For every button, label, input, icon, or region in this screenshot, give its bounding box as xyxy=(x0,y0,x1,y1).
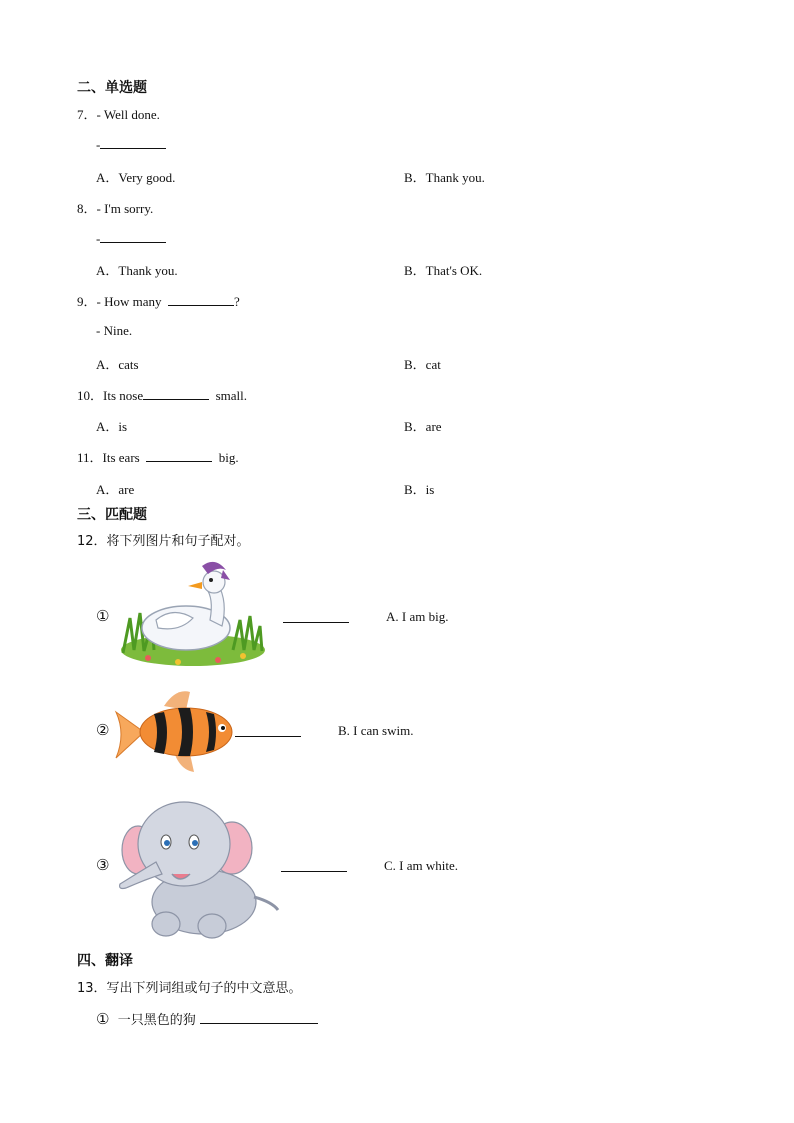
option-b[interactable]: B．cat xyxy=(404,357,441,372)
question-suffix: big. xyxy=(218,450,239,465)
question-suffix: small. xyxy=(215,388,248,403)
question-prompt: - How many xyxy=(96,294,162,309)
question-10 xyxy=(77,385,247,404)
option-a[interactable]: A．are xyxy=(96,482,135,497)
section-title-single-choice: 二、单选题 xyxy=(77,80,147,96)
question-11 xyxy=(77,447,239,466)
answer-prefix: - xyxy=(96,137,101,152)
answer-prefix: - xyxy=(96,231,101,246)
match-blank-3[interactable] xyxy=(281,859,347,876)
elephant-image xyxy=(114,792,284,942)
match-marker: ② xyxy=(96,721,110,739)
option-b[interactable]: B．Thank you. xyxy=(404,170,485,185)
option-a[interactable]: A．Very good. xyxy=(96,170,176,185)
match-sentence-c: C. I am white. xyxy=(384,858,459,873)
question-prompt: Its ears xyxy=(102,450,140,465)
question-7 xyxy=(77,104,160,123)
translation-item-1 xyxy=(96,1009,318,1028)
translation-blank[interactable] xyxy=(200,1011,318,1024)
translation-text: 一只黑色的狗 xyxy=(117,1013,196,1028)
matching-instruction: 12．将下列图片和句子配对。 xyxy=(77,534,250,549)
section-title-translation: 四、翻译 xyxy=(77,953,133,969)
section-title-matching: 三、匹配题 xyxy=(77,507,147,523)
question-number: 10． xyxy=(77,388,104,403)
option-a[interactable]: A．Thank you. xyxy=(96,263,178,278)
question-prompt: - Well done. xyxy=(96,107,160,122)
match-marker: ③ xyxy=(96,856,110,874)
match-sentence-b: B. I can swim. xyxy=(338,723,414,738)
question-9 xyxy=(77,291,240,310)
answer-blank[interactable] xyxy=(100,230,166,243)
answer-blank[interactable] xyxy=(146,449,212,462)
fish-image xyxy=(114,688,238,774)
goose-image xyxy=(118,558,268,672)
question-prompt: Its nose xyxy=(103,388,144,403)
answer-blank[interactable] xyxy=(143,387,209,400)
question-reply: - Nine. xyxy=(96,323,133,338)
match-sentence-a: A. I am big. xyxy=(386,609,449,624)
question-number: 7． xyxy=(77,107,97,122)
question-number: 8． xyxy=(77,201,97,216)
option-b[interactable]: B．That's OK. xyxy=(404,263,483,278)
option-b[interactable]: B．are xyxy=(404,419,442,434)
match-marker: ① xyxy=(96,607,110,625)
answer-line-8 xyxy=(96,230,166,247)
option-a[interactable]: A．cats xyxy=(96,357,139,372)
answer-blank[interactable] xyxy=(100,136,166,149)
option-b[interactable]: B．is xyxy=(404,482,435,497)
answer-blank[interactable] xyxy=(168,293,234,306)
question-number: 11． xyxy=(77,450,103,465)
translation-instruction: 13．写出下列词组或句子的中文意思。 xyxy=(77,981,302,996)
option-a[interactable]: A．is xyxy=(96,419,128,434)
question-suffix: ? xyxy=(234,294,240,309)
match-blank-2[interactable] xyxy=(235,724,301,741)
question-number: 9． xyxy=(77,294,97,309)
match-blank-1[interactable] xyxy=(283,610,349,627)
question-prompt: - I'm sorry. xyxy=(96,201,154,216)
question-8 xyxy=(77,198,153,217)
answer-line-7 xyxy=(96,136,166,153)
translation-marker: ① xyxy=(96,1010,110,1028)
